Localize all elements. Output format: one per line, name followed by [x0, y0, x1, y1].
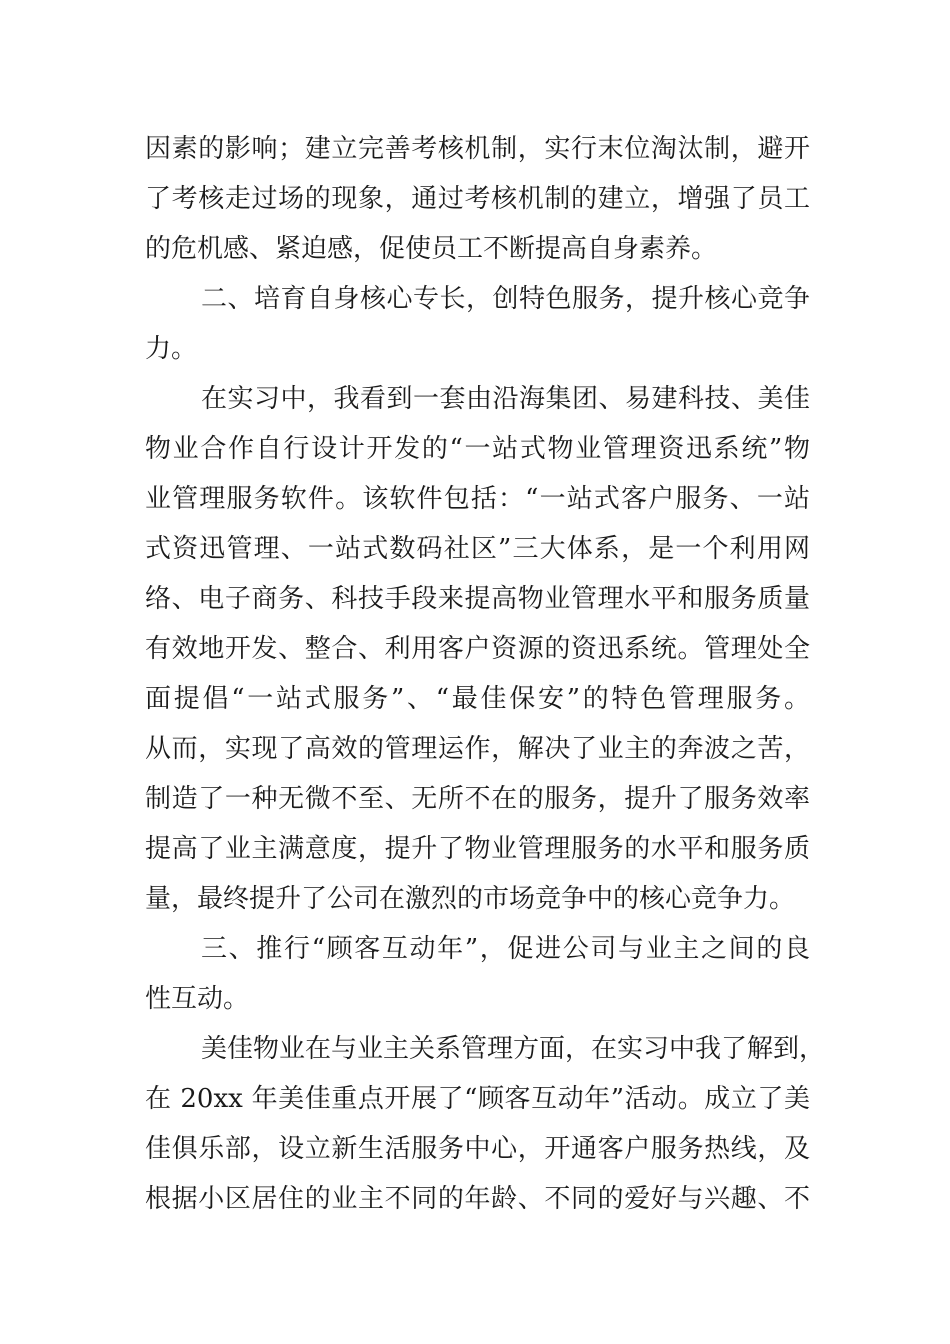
text-line: 美佳物业在与业主关系管理方面，在实习中我了解到，: [201, 1034, 826, 1064]
paragraph-continuation: [145, 124, 810, 274]
text-line: 业管理服务软件。该软件包括：“一站式客户服务、一站: [145, 484, 810, 514]
section-heading-3: [145, 924, 810, 1024]
text-line: 量，最终提升了公司在激烈的市场竞争中的核心竞争力。: [145, 884, 796, 914]
text-line: 的危机感、紧迫感，促使员工不断提高自身素养。: [145, 234, 718, 264]
text-line: 在 20xx 年美佳重点开展了“顾客互动年”活动。成立了美: [145, 1084, 810, 1114]
paragraph-customer-interaction: [145, 1024, 826, 1224]
text-line: 物业合作自行设计开发的“一站式物业管理资迅系统”物: [145, 434, 810, 464]
text-line: 佳俱乐部，设立新生活服务中心，开通客户服务热线，及: [145, 1134, 810, 1164]
paragraph-software: [145, 374, 810, 924]
text-line: 面提倡“一站式服务”、“最佳保安”的特色管理服务。: [145, 684, 810, 714]
text-line: 式资迅管理、一站式数码社区”三大体系，是一个利用网: [145, 534, 810, 564]
text-line: 从而，实现了高效的管理运作，解决了业主的奔波之苦，: [145, 734, 810, 764]
text-line: 络、电子商务、科技手段来提高物业管理水平和服务质量: [145, 584, 810, 614]
text-line: 了考核走过场的现象，通过考核机制的建立，增强了员工: [145, 184, 810, 214]
text-line: 制造了一种无微不至、无所不在的服务，提升了服务效率: [145, 784, 810, 814]
text-line: 性互动。: [145, 984, 250, 1014]
document-page: [145, 124, 826, 1224]
text-line: 在实习中，我看到一套由沿海集团、易建科技、美佳: [201, 384, 810, 414]
text-line: 二、培育自身核心专长，创特色服务，提升核心竞争: [201, 284, 810, 314]
text-line: 根据小区居住的业主不同的年龄、不同的爱好与兴趣、不: [145, 1184, 810, 1214]
text-line: 因素的影响；建立完善考核机制，实行末位淘汰制，避开: [145, 134, 810, 164]
section-heading-2: [145, 274, 810, 374]
text-line: 有效地开发、整合、利用客户资源的资迅系统。管理处全: [145, 634, 810, 664]
text-line: 力。: [145, 334, 198, 364]
text-line: 三、推行“顾客互动年”，促进公司与业主之间的良: [201, 934, 810, 964]
text-line: 提高了业主满意度，提升了物业管理服务的水平和服务质: [145, 834, 810, 864]
